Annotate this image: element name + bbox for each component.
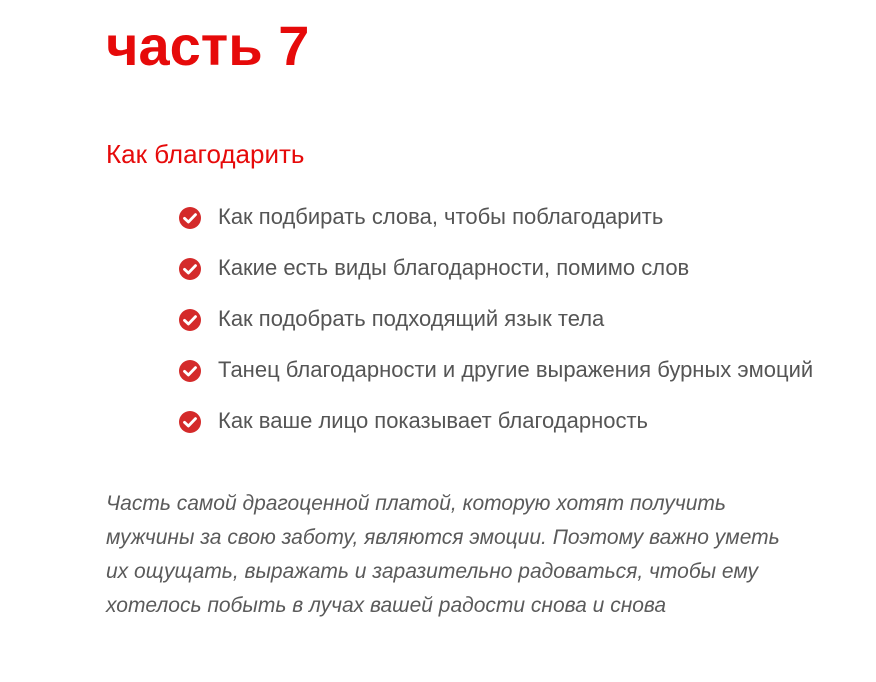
list-item: [178, 203, 818, 230]
list-item: [178, 356, 818, 383]
part-title: часть 7: [106, 14, 310, 77]
list-item-text: Как ваше лицо показывает благодарность: [218, 408, 649, 433]
list-item-text: Как подобрать подходящий язык тела: [218, 306, 605, 331]
summary-text: Часть самой драгоценной платой, которую хотят получить мужчины за свою заботу, являются эмоции. Поэтому важно уметь их ощущать, выражать и заразительно радоваться, чтобы ему хотелось побыть в лучах вашей радости снова и снова: [106, 492, 780, 617]
list-item-text: Какие есть виды благодарности, помимо слов: [218, 255, 690, 280]
check-circle-icon: [178, 410, 202, 434]
check-circle-icon: [178, 308, 202, 332]
list-item: [178, 407, 818, 434]
list-item-text: Как подбирать слова, чтобы поблагодарить: [218, 204, 664, 229]
list-item: [178, 254, 818, 281]
section-title: Как благодарить: [106, 139, 305, 169]
check-circle-icon: [178, 206, 202, 230]
check-circle-icon: [178, 257, 202, 281]
list-item-text: Танец благодарности и другие выражения бурных эмоций: [218, 357, 814, 382]
check-circle-icon: [178, 359, 202, 383]
list-item: [178, 305, 818, 332]
topic-checklist: [178, 203, 818, 458]
